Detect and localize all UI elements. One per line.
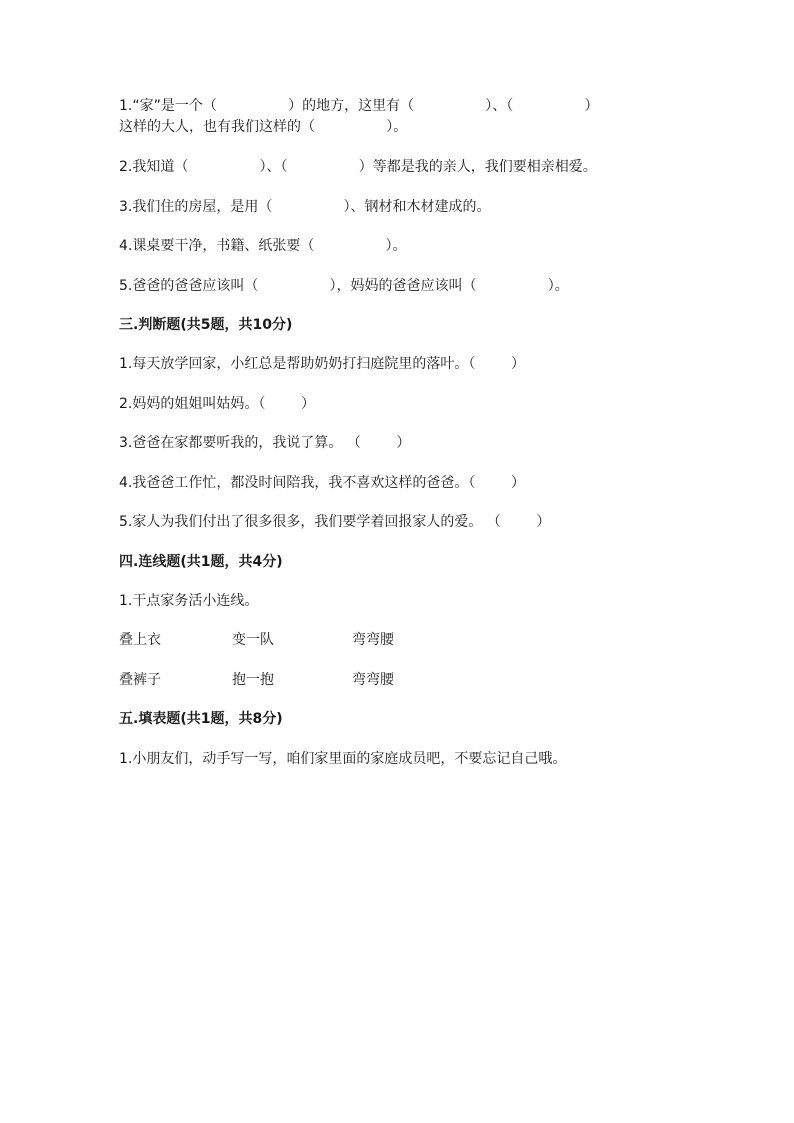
fill-blank-q1-line2: 这样的大人，也有我们这样的（ ）。 xyxy=(119,119,408,135)
match-cell: 变一队 xyxy=(232,632,274,648)
table-q1: 1.小朋友们，动手写一写，咱们家里面的家庭成员吧，不要忘记自己哦。 xyxy=(119,751,567,767)
match-cell: 弯弯腰 xyxy=(352,672,394,688)
fill-blank-q1-line1: 1.“家”是一个（ ）的地方，这里有（ ）、（ ） xyxy=(119,98,599,114)
match-cell: 叠裤子 xyxy=(119,672,161,688)
fill-blank-q3: 3.我们住的房屋，是用（ ）、钢材和木材建成的。 xyxy=(119,199,491,215)
fill-blank-q2: 2.我知道（ ）、（ ）等都是我的亲人，我们要相亲相爱。 xyxy=(119,159,597,175)
section-heading-judge: 三.判断题(共5题，共10分) xyxy=(119,317,293,333)
match-cell: 抱一抱 xyxy=(232,672,274,688)
judge-q4: 4.我爸爸工作忙，都没时间陪我，我不喜欢这样的爸爸。（ ） xyxy=(119,475,525,491)
judge-q1: 1.每天放学回家，小红总是帮助奶奶打扫庭院里的落叶。（ ） xyxy=(119,356,525,372)
section-heading-table: 五.填表题(共1题，共8分) xyxy=(119,711,283,727)
match-q1: 1.干点家务活小连线。 xyxy=(119,593,259,609)
judge-q3: 3.爸爸在家都要听我的，我说了算。 （ ） xyxy=(119,435,411,451)
judge-q2: 2.妈妈的姐姐叫姑妈。（ ） xyxy=(119,396,315,412)
section-heading-match: 四.连线题(共1题，共4分) xyxy=(119,554,283,570)
match-cell: 弯弯腰 xyxy=(352,632,394,648)
judge-q5: 5.家人为我们付出了很多很多，我们要学着回报家人的爱。 （ ） xyxy=(119,514,551,530)
fill-blank-q5: 5.爸爸的爸爸应该叫（ ），妈妈的爸爸应该叫（ ）。 xyxy=(119,278,569,294)
match-cell: 叠上衣 xyxy=(119,632,161,648)
fill-blank-q4: 4.课桌要干净，书籍、纸张要（ ）。 xyxy=(119,238,407,254)
